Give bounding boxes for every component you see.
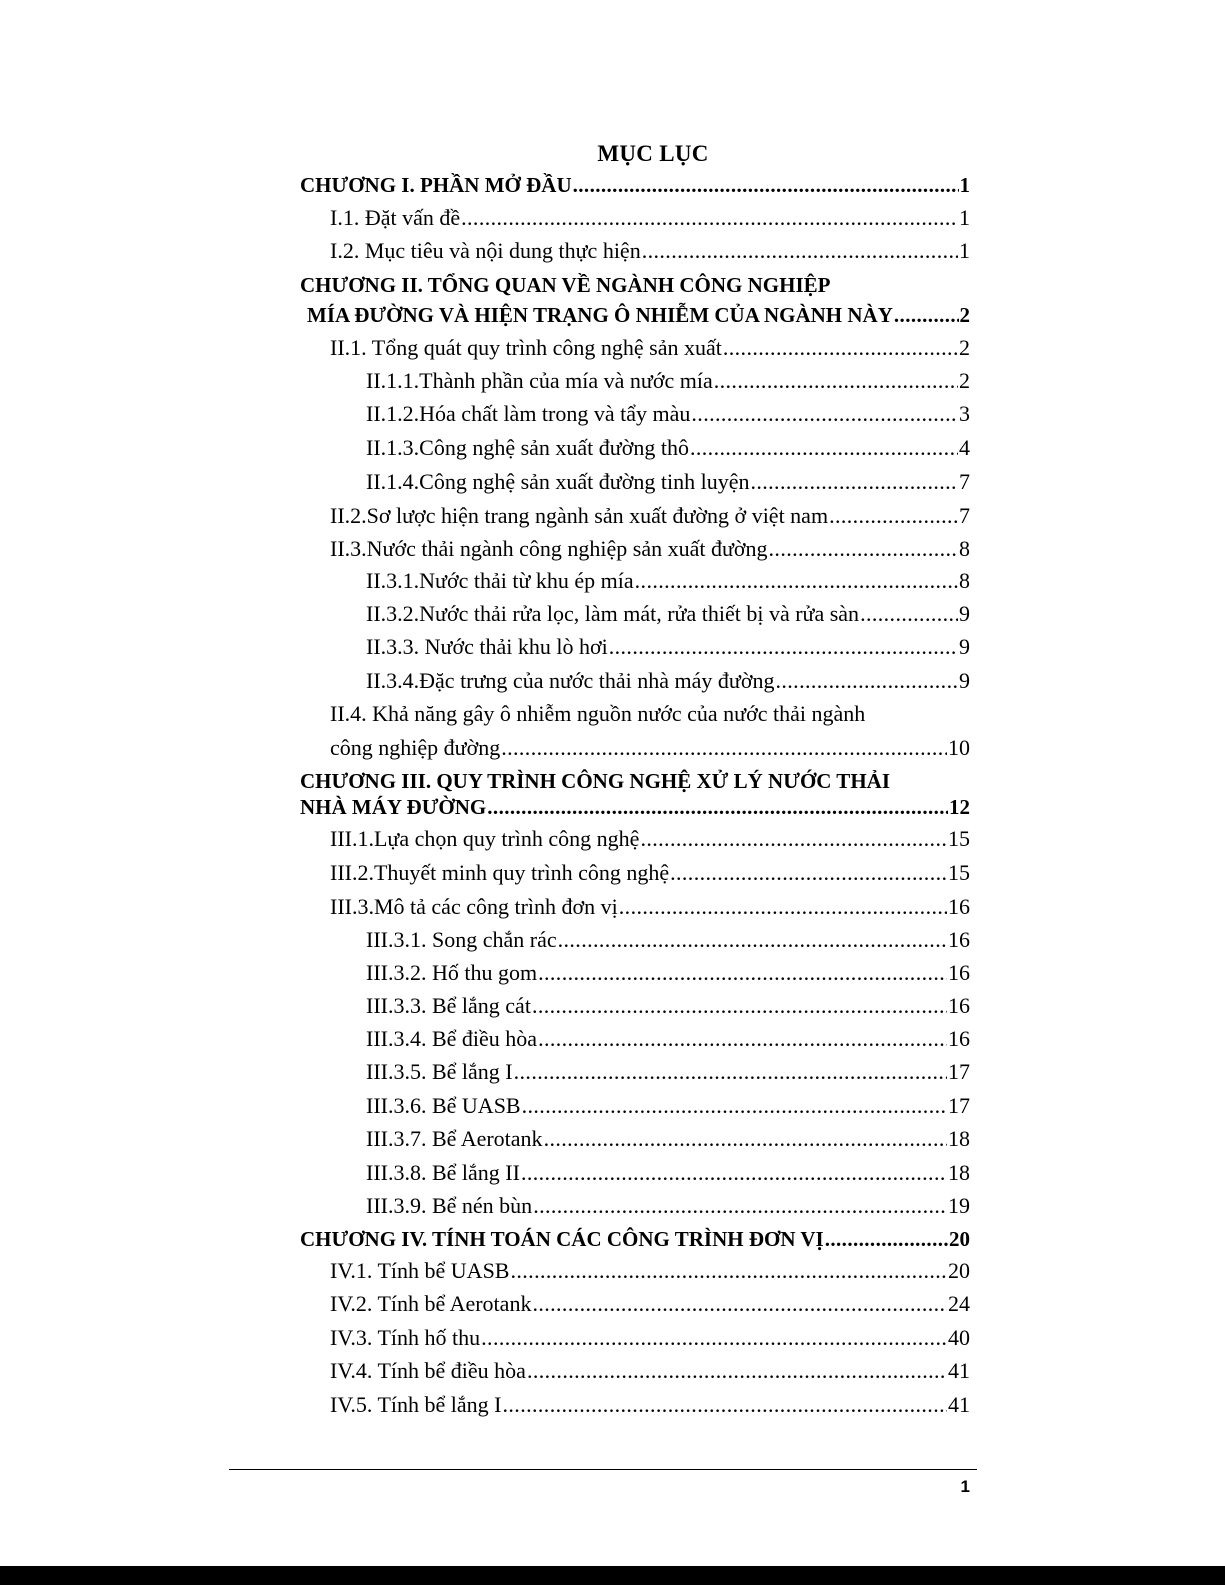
toc-page-number: 16 — [948, 894, 970, 919]
toc-page-number: 15 — [948, 860, 970, 885]
toc-leader — [527, 1356, 947, 1386]
toc-label: II.3.3. Nước thải khu lò hơi — [366, 634, 608, 659]
footer-page-number: 1 — [960, 1477, 970, 1496]
toc-page-number: 24 — [948, 1291, 970, 1316]
toc-leader — [691, 399, 958, 429]
toc-page-number: 1 — [959, 238, 970, 263]
toc-page-number: 8 — [959, 568, 970, 593]
toc-leader — [522, 1091, 947, 1121]
toc-page-number: 40 — [948, 1325, 970, 1350]
toc-entry-3-3-2[interactable] — [366, 958, 970, 988]
toc-leader — [670, 858, 947, 888]
toc-leader — [635, 566, 958, 596]
toc-leader — [640, 824, 947, 854]
toc-page-number: 9 — [959, 668, 970, 693]
toc-entry-2-3-1[interactable] — [366, 566, 970, 596]
toc-page-number: 1 — [959, 205, 970, 230]
toc-entry-2-4[interactable] — [330, 733, 970, 763]
toc-page-number: 41 — [948, 1358, 970, 1383]
toc-page-number: 7 — [959, 503, 970, 528]
toc-label: II.3.1.Nước thải từ khu ép mía — [366, 568, 634, 593]
toc-leader — [538, 958, 947, 988]
toc-label: III.3.6. Bể UASB — [366, 1093, 521, 1118]
toc-label: II.3.2.Nước thải rửa lọc, làm mát, rửa thiết bị và rửa sàn — [366, 601, 860, 626]
toc-leader — [690, 433, 958, 463]
toc-entry-3-3-7[interactable] — [366, 1124, 970, 1154]
toc-chapter-3-line-1[interactable]: CHƯƠNG III. QUY TRÌNH CÔNG NGHỆ XỬ LÝ NƯỚC THẢI — [300, 769, 890, 793]
bottom-edge-bar — [0, 1566, 1225, 1585]
toc-leader — [619, 892, 947, 922]
toc-entry-4-5[interactable] — [330, 1390, 970, 1420]
toc-label: II.3.4.Đặc trưng của nước thải nhà máy đường — [366, 668, 775, 693]
toc-leader — [521, 1158, 947, 1188]
toc-leader — [769, 534, 958, 564]
toc-label: IV.4. Tính bể điều hòa — [330, 1358, 526, 1383]
toc-page-number: 16 — [948, 993, 970, 1018]
toc-leader — [714, 366, 958, 396]
toc-entry-1-1[interactable] — [330, 203, 970, 233]
toc-label: II.1.1.Thành phần của mía và nước mía — [366, 368, 713, 393]
toc-entry-3-3[interactable] — [330, 892, 970, 922]
toc-chapter-4[interactable] — [300, 1224, 970, 1254]
toc-page-number: 2 — [959, 368, 970, 393]
toc-page-number: 1 — [959, 173, 970, 197]
toc-leader — [503, 1390, 948, 1420]
toc-label: I.2. Mục tiêu và nội dung thực hiện — [330, 238, 641, 263]
toc-entry-3-3-4[interactable] — [366, 1024, 970, 1054]
toc-leader — [723, 333, 958, 363]
toc-entry-2-1-2[interactable] — [366, 399, 970, 429]
toc-page-number: 10 — [948, 735, 970, 760]
toc-leader — [750, 467, 958, 497]
toc-entry-3-3-3[interactable] — [366, 991, 970, 1021]
toc-label: III.3.Mô tả các công trình đơn vị — [330, 894, 618, 919]
toc-entry-4-4[interactable] — [330, 1356, 970, 1386]
toc-label: II.3.Nước thải ngành công nghiệp sản xuất đường — [330, 536, 768, 561]
toc-label: IV.3. Tính hố thu — [330, 1325, 481, 1350]
toc-entry-2-1-1[interactable] — [366, 366, 970, 396]
toc-entry-2-3-4[interactable] — [366, 666, 970, 696]
toc-page-number: 7 — [959, 469, 970, 494]
toc-page-number: 15 — [948, 826, 970, 851]
toc-entry-3-2[interactable] — [330, 858, 970, 888]
toc-label: CHƯƠNG I. PHẦN MỞ ĐẦU — [300, 173, 572, 197]
toc-page-number: 9 — [959, 601, 970, 626]
toc-page-number: 17 — [948, 1093, 970, 1118]
toc-leader — [481, 1323, 947, 1353]
toc-leader — [829, 501, 958, 531]
toc-entry-3-3-5[interactable] — [366, 1057, 970, 1087]
toc-label: CHƯƠNG IV. TÍNH TOÁN CÁC CÔNG TRÌNH ĐƠN VỊ — [300, 1227, 824, 1251]
toc-label: II.1. Tổng quát quy trình công nghệ sản xuất — [330, 335, 722, 360]
toc-page-number: 2 — [959, 335, 970, 360]
toc-entry-2-1-3[interactable] — [366, 433, 970, 463]
toc-label: II.1.3.Công nghệ sản xuất đường thô — [366, 435, 689, 460]
toc-entry-2-3[interactable] — [330, 534, 970, 564]
toc-label: MÍA ĐƯỜNG VÀ HIỆN TRẠNG Ô NHIỄM CỦA NGÀNH NÀY — [307, 303, 893, 327]
page-title: MỤC LỤC — [597, 141, 709, 166]
toc-entry-2-1[interactable] — [330, 333, 970, 363]
toc-leader — [538, 1024, 947, 1054]
toc-label: III.3.8. Bể lắng II — [366, 1160, 520, 1185]
toc-label: IV.1. Tính bể UASB — [330, 1258, 510, 1283]
toc-leader — [894, 300, 959, 330]
toc-leader — [532, 991, 947, 1021]
toc-label: III.3.5. Bể lắng I — [366, 1059, 513, 1084]
toc-leader — [461, 203, 958, 233]
toc-page-number: 3 — [959, 401, 970, 426]
toc-page-number: 9 — [959, 634, 970, 659]
toc-label: III.3.9. Bể nén bùn — [366, 1193, 533, 1218]
toc-leader — [514, 1057, 947, 1087]
toc-entry-3-3-1[interactable] — [366, 925, 970, 955]
toc-label: I.1. Đặt vấn đề — [330, 205, 461, 230]
toc-leader — [860, 599, 958, 629]
toc-page-number: 41 — [948, 1392, 970, 1417]
toc-page-number: 2 — [959, 303, 970, 327]
toc-chapter-2[interactable] — [307, 300, 970, 330]
footer-divider — [229, 1469, 977, 1470]
toc-label: NHÀ MÁY ĐƯỜNG — [300, 795, 487, 819]
toc-chapter-2-line-1[interactable]: CHƯƠNG II. TỔNG QUAN VỀ NGÀNH CÔNG NGHIỆP — [300, 273, 831, 297]
toc-entry-3-3-9[interactable] — [366, 1191, 970, 1221]
toc-label: III.1.Lựa chọn quy trình công nghệ — [330, 826, 640, 851]
toc-leader — [609, 632, 958, 662]
toc-label: IV.2. Tính bể Aerotank — [330, 1291, 532, 1316]
toc-leader — [558, 925, 947, 955]
toc-label: III.3.7. Bể Aerotank — [366, 1126, 543, 1151]
toc-leader — [544, 1124, 947, 1154]
toc-entry-4-2[interactable] — [330, 1289, 970, 1319]
toc-leader — [487, 792, 948, 822]
toc-chapter-1[interactable] — [300, 170, 970, 200]
toc-page-number: 16 — [948, 960, 970, 985]
toc-entry-1-2[interactable] — [330, 236, 970, 266]
toc-page-number: 12 — [949, 795, 970, 819]
toc-entry-2-1-4[interactable] — [366, 467, 970, 497]
toc-page-number: 20 — [949, 1227, 970, 1251]
toc-entry-3-3-6[interactable] — [366, 1091, 970, 1121]
toc-page-number: 18 — [948, 1160, 970, 1185]
toc-label: II.1.2.Hóa chất làm trong và tẩy màu — [366, 401, 691, 426]
toc-leader — [775, 666, 958, 696]
toc-label: II.2.Sơ lược hiện trang ngành sản xuất đường ở việt nam — [330, 503, 829, 528]
toc-label: II.1.4.Công nghệ sản xuất đường tinh luyện — [366, 469, 750, 494]
toc-entry-2-2[interactable] — [330, 501, 970, 531]
toc-entry-2-4-line-1[interactable]: II.4. Khả năng gây ô nhiễm nguồn nước của nước thải ngành — [330, 701, 866, 726]
toc-page-number: 16 — [948, 1026, 970, 1051]
toc-entry-3-3-8[interactable] — [366, 1158, 970, 1188]
toc-page-number: 8 — [959, 536, 970, 561]
toc-entry-2-3-3[interactable] — [366, 632, 970, 662]
toc-page-number: 4 — [959, 435, 970, 460]
toc-leader — [573, 170, 959, 200]
toc-label: III.3.1. Song chắn rác — [366, 927, 557, 952]
toc-page-number: 17 — [948, 1059, 970, 1084]
toc-leader — [510, 1256, 947, 1286]
toc-label: III.3.2. Hố thu gom — [366, 960, 538, 985]
toc-leader — [501, 733, 947, 763]
toc-page-number: 20 — [948, 1258, 970, 1283]
toc-label: III.3.3. Bể lắng cát — [366, 993, 531, 1018]
toc-leader — [825, 1224, 948, 1254]
toc-page-number: 19 — [948, 1193, 970, 1218]
toc-page-number: 18 — [948, 1126, 970, 1151]
toc-entry-4-1[interactable] — [330, 1256, 970, 1286]
toc-entry-4-3[interactable] — [330, 1323, 970, 1353]
toc-label: IV.5. Tính bể lắng I — [330, 1392, 502, 1417]
toc-leader — [642, 236, 958, 266]
toc-label: công nghiệp đường — [330, 735, 501, 760]
toc-leader — [533, 1191, 947, 1221]
toc-entry-3-1[interactable] — [330, 824, 970, 854]
toc-entry-2-3-2[interactable] — [366, 599, 970, 629]
toc-leader — [532, 1289, 947, 1319]
toc-label: III.3.4. Bể điều hòa — [366, 1026, 538, 1051]
toc-chapter-3[interactable] — [300, 792, 970, 822]
toc-label: III.2.Thuyết minh quy trình công nghệ — [330, 860, 670, 885]
toc-page-number: 16 — [948, 927, 970, 952]
